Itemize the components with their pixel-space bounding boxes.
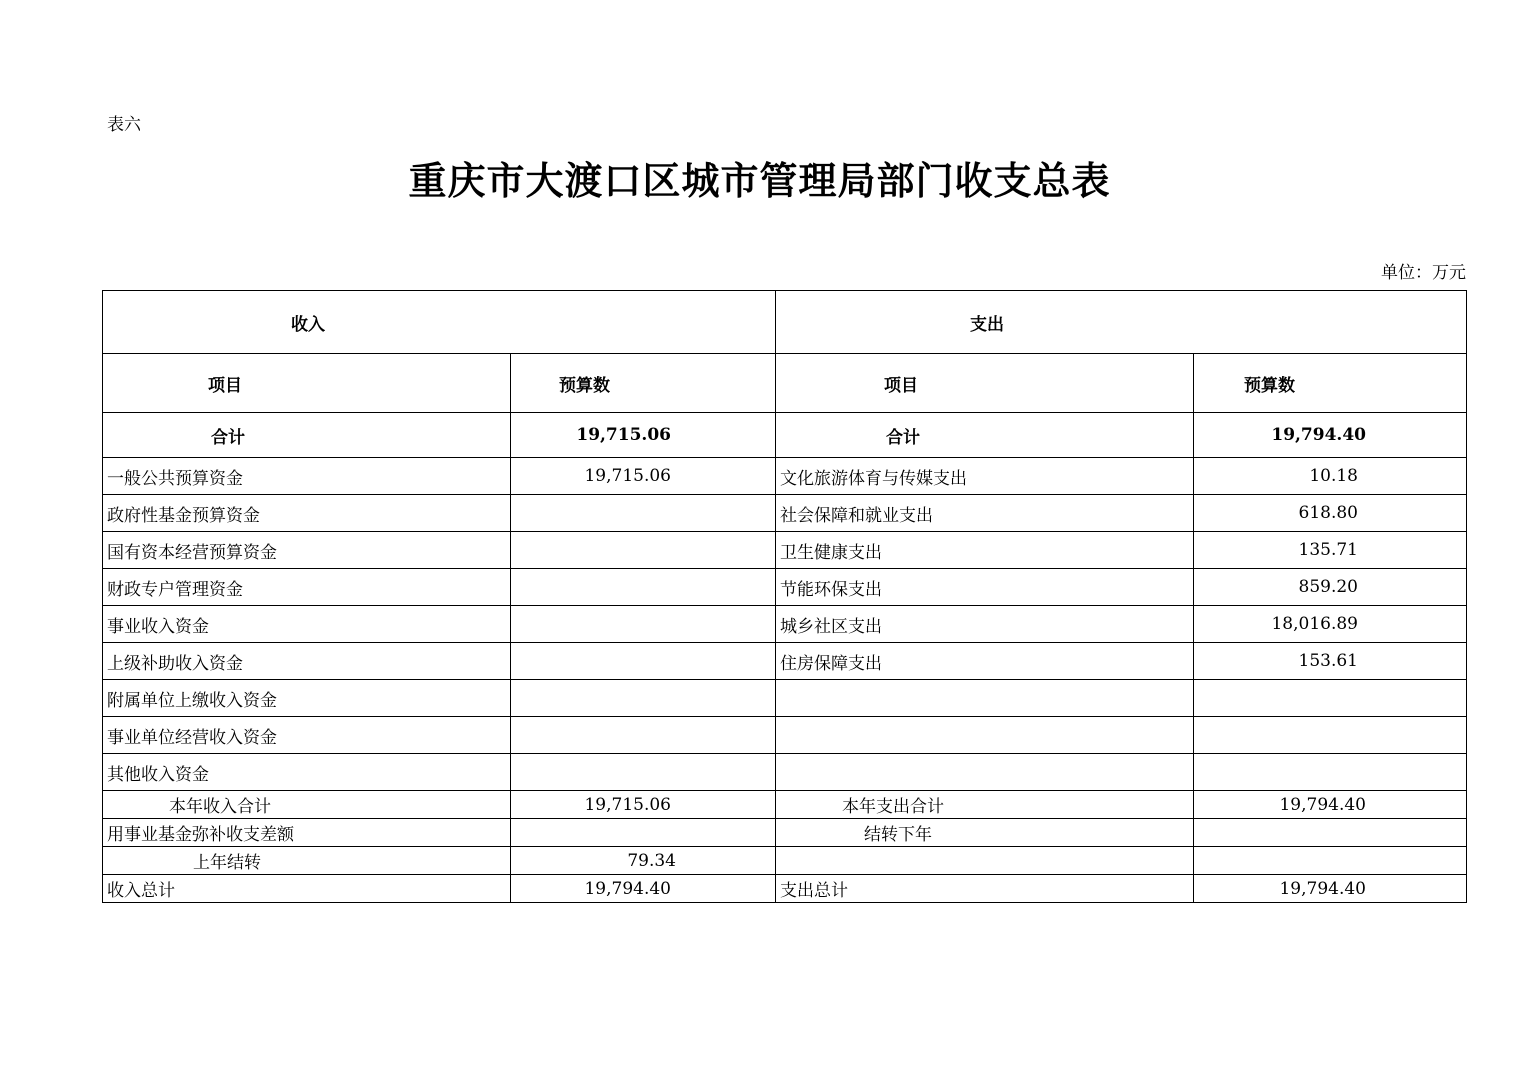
year-income-value: 19,715.06	[511, 791, 776, 819]
table-row	[103, 569, 1467, 606]
table-row	[103, 643, 1467, 680]
income-section-header: 收入	[103, 291, 776, 354]
income-item: 财政专户管理资金	[103, 569, 511, 606]
expense-item: 城乡社区支出	[776, 606, 1194, 643]
expense-item	[776, 754, 1194, 791]
income-value	[511, 680, 776, 717]
carry-prev-expense-value	[1194, 847, 1467, 875]
income-value	[511, 643, 776, 680]
income-value	[511, 754, 776, 791]
expense-item	[776, 680, 1194, 717]
expense-item-header: 项目	[776, 354, 1194, 413]
expense-value: 18,016.89	[1194, 606, 1467, 643]
expense-section-header: 支出	[776, 291, 1467, 354]
expense-value	[1194, 717, 1467, 754]
income-expense-table	[102, 290, 1467, 903]
carry-prev-label: 上年结转	[103, 847, 511, 875]
section-header-row	[103, 291, 1467, 354]
income-value	[511, 569, 776, 606]
income-value	[511, 606, 776, 643]
year-total-row	[103, 791, 1467, 819]
expense-value	[1194, 754, 1467, 791]
carry-prev-expense-item	[776, 847, 1194, 875]
fund-offset-value	[511, 819, 776, 847]
grand-total-row	[103, 875, 1467, 903]
expense-value: 153.61	[1194, 643, 1467, 680]
fund-offset-row	[103, 819, 1467, 847]
expense-total-label: 合计	[776, 413, 1194, 458]
income-item-header: 项目	[103, 354, 511, 413]
table-row	[103, 680, 1467, 717]
expense-value: 859.20	[1194, 569, 1467, 606]
total-row	[103, 413, 1467, 458]
expense-value: 135.71	[1194, 532, 1467, 569]
expense-value	[1194, 680, 1467, 717]
expense-value: 618.80	[1194, 495, 1467, 532]
income-item: 事业收入资金	[103, 606, 511, 643]
income-item: 上级补助收入资金	[103, 643, 511, 680]
expense-value: 10.18	[1194, 458, 1467, 495]
expense-budget-header: 预算数	[1194, 354, 1467, 413]
expense-item: 文化旅游体育与传媒支出	[776, 458, 1194, 495]
year-income-label: 本年收入合计	[103, 791, 511, 819]
year-expense-label: 本年支出合计	[776, 791, 1194, 819]
expense-item: 节能环保支出	[776, 569, 1194, 606]
column-header-row	[103, 354, 1467, 413]
fund-offset-label: 用事业基金弥补收支差额	[103, 819, 511, 847]
income-budget-header: 预算数	[511, 354, 776, 413]
carry-next-label: 结转下年	[776, 819, 1194, 847]
table-number: 表六	[107, 115, 141, 135]
income-value: 19,715.06	[511, 458, 776, 495]
expense-total-value: 19,794.40	[1194, 413, 1467, 458]
income-item: 一般公共预算资金	[103, 458, 511, 495]
expense-item: 卫生健康支出	[776, 532, 1194, 569]
income-grand-value: 19,794.40	[511, 875, 776, 903]
year-expense-value: 19,794.40	[1194, 791, 1467, 819]
income-total-value: 19,715.06	[511, 413, 776, 458]
income-value	[511, 532, 776, 569]
expense-grand-value: 19,794.40	[1194, 875, 1467, 903]
carry-next-value	[1194, 819, 1467, 847]
income-item: 政府性基金预算资金	[103, 495, 511, 532]
carry-prev-row	[103, 847, 1467, 875]
income-item: 事业单位经营收入资金	[103, 717, 511, 754]
income-item: 附属单位上缴收入资金	[103, 680, 511, 717]
carry-prev-value: 79.34	[511, 847, 776, 875]
page-title: 重庆市大渡口区城市管理局部门收支总表	[408, 158, 1111, 203]
income-item: 国有资本经营预算资金	[103, 532, 511, 569]
expense-item	[776, 717, 1194, 754]
table-row	[103, 495, 1467, 532]
expense-grand-label: 支出总计	[776, 875, 1194, 903]
income-total-label: 合计	[103, 413, 511, 458]
table-row	[103, 532, 1467, 569]
table-row	[103, 606, 1467, 643]
income-value	[511, 495, 776, 532]
table-row	[103, 458, 1467, 495]
expense-item: 社会保障和就业支出	[776, 495, 1194, 532]
table-row	[103, 754, 1467, 791]
expense-item: 住房保障支出	[776, 643, 1194, 680]
income-grand-label: 收入总计	[103, 875, 511, 903]
income-item: 其他收入资金	[103, 754, 511, 791]
income-value	[511, 717, 776, 754]
table-row	[103, 717, 1467, 754]
unit-label: 单位：万元	[1381, 263, 1466, 283]
